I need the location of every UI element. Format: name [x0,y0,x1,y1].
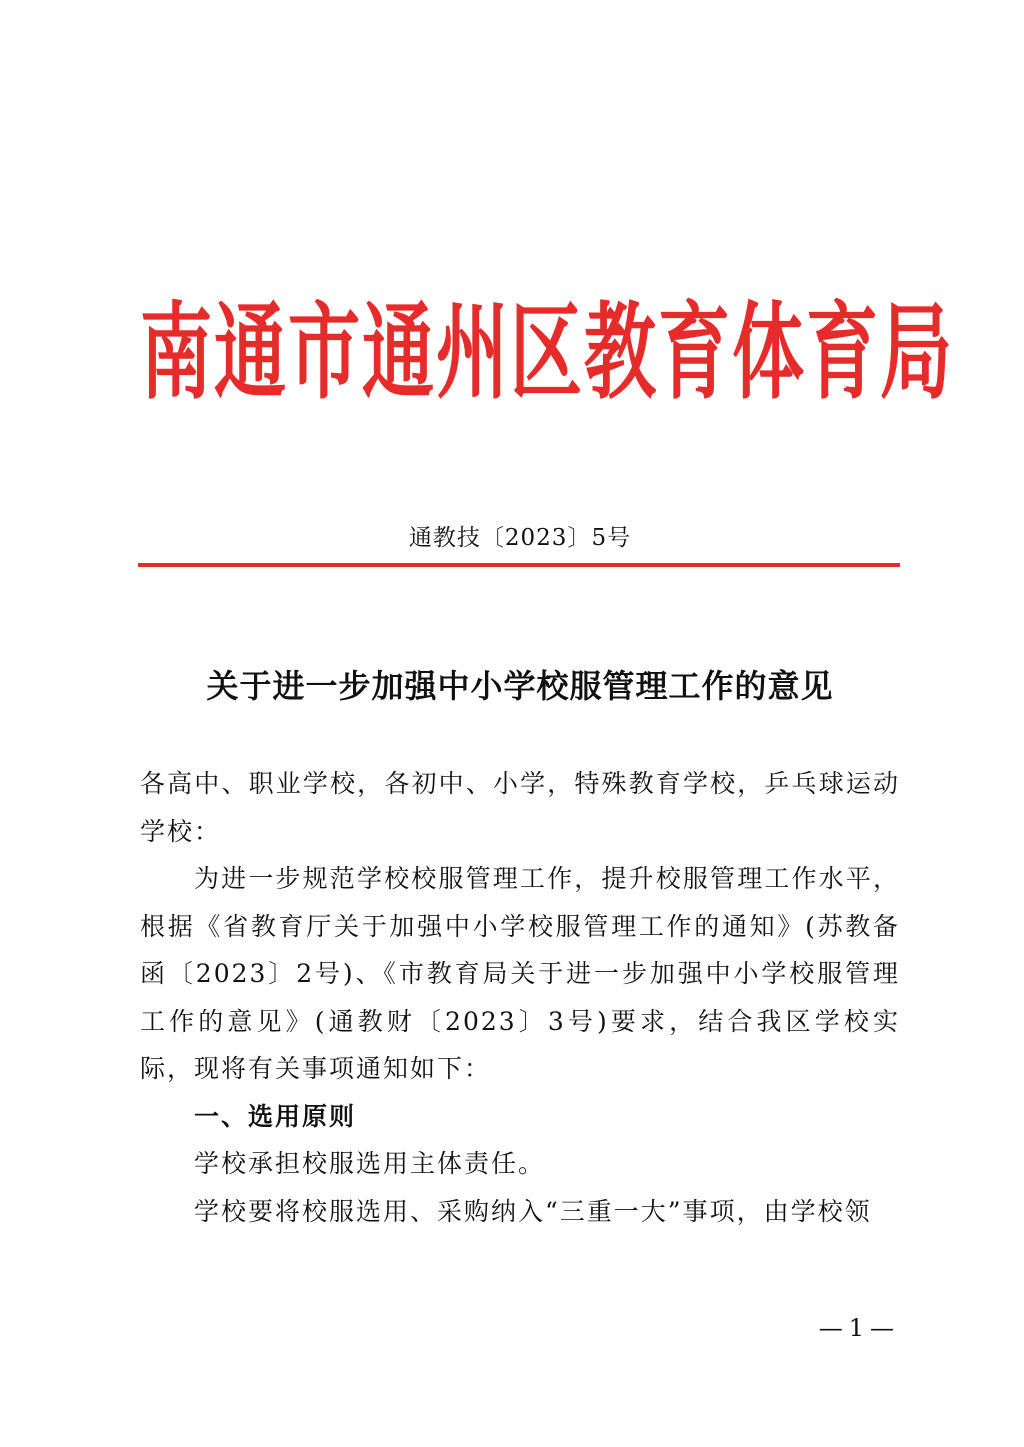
red-separator-line [138,563,900,567]
document-body [140,760,900,1235]
page-number: —1— [818,1314,900,1342]
document-number: 通教技〔2023〕5号 [408,525,632,551]
intro-paragraph: 为进一步规范学校校服管理工作，提升校服管理工作水平，根据《省教育厅关于加强中小学校服管理工作的通知》(苏教备函〔2023〕2号)、《市教育局关于进一步加强中小学校服管理工作的意见》(通教财〔2023〕3号)要求，结合我区学校实际，现将有关事项通知如下： [140,864,900,1083]
addressee: 各高中、职业学校，各初中、小学，特殊教育学校，乒乓球运动学校： [140,769,900,846]
document-title: 关于进一步加强中小学校服管理工作的意见 [206,667,834,705]
section-1-paragraph-2: 学校要将校服选用、采购纳入“三重一大”事项，由学校领 [194,1196,872,1226]
issuer-masthead: 南通市通州区教育体育局 [140,291,955,413]
section-1-paragraph-1: 学校承担校服选用主体责任。 [194,1149,546,1178]
section-heading-1: 一、选用原则 [194,1101,357,1131]
